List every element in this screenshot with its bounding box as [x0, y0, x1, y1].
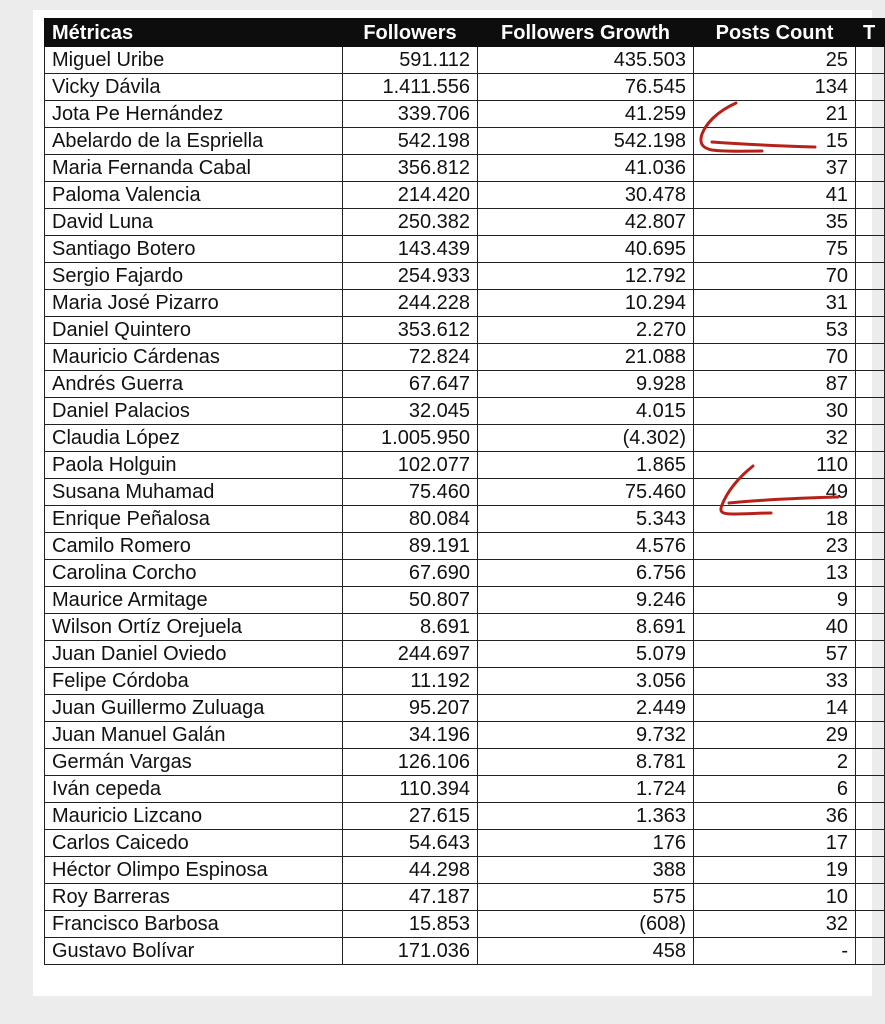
header-posts-count: Posts Count — [694, 19, 856, 47]
cell-truncated — [856, 614, 885, 641]
cell-posts-count: 13 — [694, 560, 856, 587]
cell-followers: 34.196 — [343, 722, 478, 749]
cell-name: Camilo Romero — [45, 533, 343, 560]
cell-truncated — [856, 479, 885, 506]
cell-followers-growth: (608) — [478, 911, 694, 938]
cell-posts-count: 6 — [694, 776, 856, 803]
table-row — [45, 398, 885, 425]
cell-name: Mauricio Lizcano — [45, 803, 343, 830]
cell-followers-growth: 388 — [478, 857, 694, 884]
cell-name: Wilson Ortíz Orejuela — [45, 614, 343, 641]
cell-posts-count: 70 — [694, 344, 856, 371]
cell-name: Daniel Palacios — [45, 398, 343, 425]
cell-followers: 171.036 — [343, 938, 478, 965]
cell-name: Juan Manuel Galán — [45, 722, 343, 749]
cell-posts-count: 31 — [694, 290, 856, 317]
table-row — [45, 533, 885, 560]
table-row — [45, 722, 885, 749]
cell-followers-growth: 6.756 — [478, 560, 694, 587]
cell-followers: 244.697 — [343, 641, 478, 668]
cell-truncated — [856, 452, 885, 479]
cell-posts-count: - — [694, 938, 856, 965]
cell-posts-count: 134 — [694, 74, 856, 101]
cell-posts-count: 2 — [694, 749, 856, 776]
cell-followers: 11.192 — [343, 668, 478, 695]
cell-truncated — [856, 641, 885, 668]
cell-followers: 15.853 — [343, 911, 478, 938]
cell-followers: 1.411.556 — [343, 74, 478, 101]
cell-truncated — [856, 263, 885, 290]
cell-name: Felipe Córdoba — [45, 668, 343, 695]
table-row — [45, 749, 885, 776]
cell-followers-growth: 4.576 — [478, 533, 694, 560]
cell-truncated — [856, 560, 885, 587]
cell-followers: 75.460 — [343, 479, 478, 506]
cell-followers: 110.394 — [343, 776, 478, 803]
cell-posts-count: 35 — [694, 209, 856, 236]
table-row — [45, 560, 885, 587]
cell-posts-count: 53 — [694, 317, 856, 344]
table-row — [45, 209, 885, 236]
cell-followers: 50.807 — [343, 587, 478, 614]
cell-name: Iván cepeda — [45, 776, 343, 803]
cell-posts-count: 23 — [694, 533, 856, 560]
table-row — [45, 236, 885, 263]
cell-followers-growth: 12.792 — [478, 263, 694, 290]
cell-posts-count: 75 — [694, 236, 856, 263]
cell-name: Maurice Armitage — [45, 587, 343, 614]
cell-followers-growth: 8.691 — [478, 614, 694, 641]
cell-truncated — [856, 938, 885, 965]
cell-posts-count: 29 — [694, 722, 856, 749]
cell-name: Mauricio Cárdenas — [45, 344, 343, 371]
cell-posts-count: 32 — [694, 911, 856, 938]
table-row — [45, 938, 885, 965]
cell-truncated — [856, 47, 885, 74]
cell-name: Santiago Botero — [45, 236, 343, 263]
table-row — [45, 101, 885, 128]
cell-posts-count: 40 — [694, 614, 856, 641]
cell-followers-growth: 10.294 — [478, 290, 694, 317]
table-row — [45, 425, 885, 452]
table-row — [45, 506, 885, 533]
cell-followers-growth: 2.449 — [478, 695, 694, 722]
cell-followers: 32.045 — [343, 398, 478, 425]
cell-truncated — [856, 533, 885, 560]
cell-followers: 1.005.950 — [343, 425, 478, 452]
cell-followers-growth: 435.503 — [478, 47, 694, 74]
cell-followers-growth: 9.732 — [478, 722, 694, 749]
cell-followers-growth: 2.270 — [478, 317, 694, 344]
cell-name: Germán Vargas — [45, 749, 343, 776]
header-metricas: Métricas — [45, 19, 343, 47]
cell-posts-count: 18 — [694, 506, 856, 533]
table-row — [45, 668, 885, 695]
cell-truncated — [856, 425, 885, 452]
header-followers-growth: Followers Growth — [478, 19, 694, 47]
cell-truncated — [856, 668, 885, 695]
cell-posts-count: 110 — [694, 452, 856, 479]
cell-name: Daniel Quintero — [45, 317, 343, 344]
cell-truncated — [856, 911, 885, 938]
cell-posts-count: 17 — [694, 830, 856, 857]
cell-truncated — [856, 128, 885, 155]
cell-name: Claudia López — [45, 425, 343, 452]
table-body — [45, 47, 885, 965]
cell-posts-count: 87 — [694, 371, 856, 398]
table-row — [45, 128, 885, 155]
cell-followers: 95.207 — [343, 695, 478, 722]
cell-name: Maria Fernanda Cabal — [45, 155, 343, 182]
cell-followers: 353.612 — [343, 317, 478, 344]
cell-posts-count: 9 — [694, 587, 856, 614]
cell-followers-growth: 30.478 — [478, 182, 694, 209]
cell-posts-count: 14 — [694, 695, 856, 722]
cell-followers-growth: 1.363 — [478, 803, 694, 830]
cell-followers: 542.198 — [343, 128, 478, 155]
table-row — [45, 344, 885, 371]
cell-truncated — [856, 884, 885, 911]
cell-followers-growth: 9.928 — [478, 371, 694, 398]
cell-name: Sergio Fajardo — [45, 263, 343, 290]
cell-followers-growth: (4.302) — [478, 425, 694, 452]
cell-followers-growth: 41.036 — [478, 155, 694, 182]
cell-name: Carolina Corcho — [45, 560, 343, 587]
cell-followers: 27.615 — [343, 803, 478, 830]
cell-followers: 143.439 — [343, 236, 478, 263]
cell-truncated — [856, 344, 885, 371]
cell-truncated — [856, 803, 885, 830]
cell-followers-growth: 75.460 — [478, 479, 694, 506]
table-row — [45, 614, 885, 641]
table-row — [45, 317, 885, 344]
cell-followers-growth: 3.056 — [478, 668, 694, 695]
cell-name: Paloma Valencia — [45, 182, 343, 209]
cell-name: Paola Holguin — [45, 452, 343, 479]
cell-followers: 356.812 — [343, 155, 478, 182]
cell-truncated — [856, 506, 885, 533]
cell-followers: 8.691 — [343, 614, 478, 641]
cell-followers-growth: 5.343 — [478, 506, 694, 533]
table-row — [45, 263, 885, 290]
cell-posts-count: 41 — [694, 182, 856, 209]
table-row — [45, 479, 885, 506]
cell-followers-growth: 76.545 — [478, 74, 694, 101]
cell-posts-count: 25 — [694, 47, 856, 74]
cell-name: Héctor Olimpo Espinosa — [45, 857, 343, 884]
cell-name: Gustavo Bolívar — [45, 938, 343, 965]
cell-followers: 89.191 — [343, 533, 478, 560]
cell-truncated — [856, 290, 885, 317]
cell-followers: 67.647 — [343, 371, 478, 398]
cell-posts-count: 19 — [694, 857, 856, 884]
table-row — [45, 155, 885, 182]
cell-followers-growth: 575 — [478, 884, 694, 911]
cell-truncated — [856, 182, 885, 209]
cell-followers: 254.933 — [343, 263, 478, 290]
metrics-table — [44, 18, 885, 965]
cell-name: Roy Barreras — [45, 884, 343, 911]
cell-followers: 47.187 — [343, 884, 478, 911]
cell-followers-growth: 542.198 — [478, 128, 694, 155]
table-row — [45, 641, 885, 668]
cell-followers-growth: 4.015 — [478, 398, 694, 425]
table-header-row — [45, 19, 885, 47]
cell-truncated — [856, 236, 885, 263]
table-row — [45, 182, 885, 209]
cell-truncated — [856, 371, 885, 398]
cell-name: Jota Pe Hernández — [45, 101, 343, 128]
cell-followers: 339.706 — [343, 101, 478, 128]
cell-followers-growth: 1.724 — [478, 776, 694, 803]
cell-name: Francisco Barbosa — [45, 911, 343, 938]
cell-name: David Luna — [45, 209, 343, 236]
table-row — [45, 884, 885, 911]
cell-posts-count: 33 — [694, 668, 856, 695]
cell-posts-count: 10 — [694, 884, 856, 911]
cell-name: Andrés Guerra — [45, 371, 343, 398]
cell-name: Maria José Pizarro — [45, 290, 343, 317]
cell-name: Carlos Caicedo — [45, 830, 343, 857]
cell-posts-count: 15 — [694, 128, 856, 155]
cell-truncated — [856, 587, 885, 614]
cell-followers: 214.420 — [343, 182, 478, 209]
cell-truncated — [856, 398, 885, 425]
cell-followers: 72.824 — [343, 344, 478, 371]
cell-posts-count: 37 — [694, 155, 856, 182]
cell-followers-growth: 41.259 — [478, 101, 694, 128]
cell-name: Juan Guillermo Zuluaga — [45, 695, 343, 722]
cell-followers-growth: 21.088 — [478, 344, 694, 371]
table-row — [45, 371, 885, 398]
table-row — [45, 803, 885, 830]
cell-truncated — [856, 749, 885, 776]
table-row — [45, 74, 885, 101]
cell-followers-growth: 176 — [478, 830, 694, 857]
table-row — [45, 776, 885, 803]
cell-followers-growth: 42.807 — [478, 209, 694, 236]
cell-followers: 67.690 — [343, 560, 478, 587]
header-truncated: T — [856, 19, 885, 47]
cell-followers: 54.643 — [343, 830, 478, 857]
table-row — [45, 695, 885, 722]
cell-followers: 102.077 — [343, 452, 478, 479]
cell-posts-count: 32 — [694, 425, 856, 452]
table-row — [45, 587, 885, 614]
cell-truncated — [856, 74, 885, 101]
cell-posts-count: 36 — [694, 803, 856, 830]
cell-posts-count: 30 — [694, 398, 856, 425]
header-followers: Followers — [343, 19, 478, 47]
cell-truncated — [856, 695, 885, 722]
cell-truncated — [856, 317, 885, 344]
cell-truncated — [856, 209, 885, 236]
cell-name: Susana Muhamad — [45, 479, 343, 506]
cell-posts-count: 21 — [694, 101, 856, 128]
cell-name: Enrique Peñalosa — [45, 506, 343, 533]
table-row — [45, 290, 885, 317]
table-row — [45, 830, 885, 857]
cell-followers: 126.106 — [343, 749, 478, 776]
cell-followers-growth: 9.246 — [478, 587, 694, 614]
table-row — [45, 857, 885, 884]
cell-posts-count: 57 — [694, 641, 856, 668]
cell-followers: 80.084 — [343, 506, 478, 533]
cell-truncated — [856, 101, 885, 128]
cell-followers-growth: 458 — [478, 938, 694, 965]
cell-followers: 44.298 — [343, 857, 478, 884]
table-row — [45, 47, 885, 74]
cell-truncated — [856, 830, 885, 857]
cell-followers: 591.112 — [343, 47, 478, 74]
cell-truncated — [856, 155, 885, 182]
cell-truncated — [856, 776, 885, 803]
cell-followers-growth: 5.079 — [478, 641, 694, 668]
cell-followers: 250.382 — [343, 209, 478, 236]
cell-followers-growth: 8.781 — [478, 749, 694, 776]
cell-name: Abelardo de la Espriella — [45, 128, 343, 155]
cell-followers-growth: 40.695 — [478, 236, 694, 263]
cell-posts-count: 70 — [694, 263, 856, 290]
cell-followers-growth: 1.865 — [478, 452, 694, 479]
cell-posts-count: 49 — [694, 479, 856, 506]
cell-name: Juan Daniel Oviedo — [45, 641, 343, 668]
cell-followers: 244.228 — [343, 290, 478, 317]
table-row — [45, 911, 885, 938]
cell-name: Miguel Uribe — [45, 47, 343, 74]
cell-truncated — [856, 857, 885, 884]
cell-truncated — [856, 722, 885, 749]
document-sheet — [33, 10, 876, 996]
cell-name: Vicky Dávila — [45, 74, 343, 101]
table-row — [45, 452, 885, 479]
